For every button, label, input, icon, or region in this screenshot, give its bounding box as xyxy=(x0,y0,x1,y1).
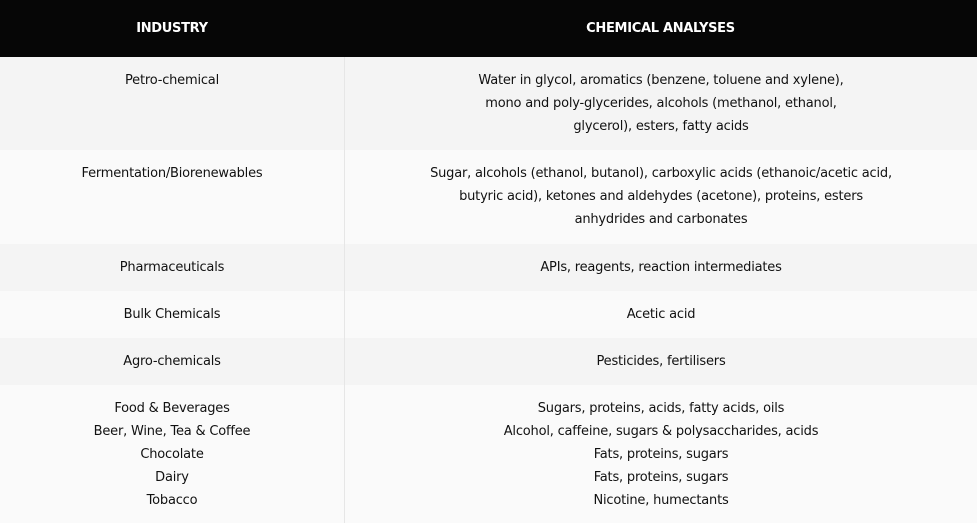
analyses-line: Fats, proteins, sugars xyxy=(593,470,729,485)
industry-cell xyxy=(0,338,344,385)
analyses-line: Acetic acid xyxy=(626,307,696,322)
industry-cell xyxy=(0,385,344,523)
analyses-line: butyric acid), ketones and aldehydes (acetone), proteins, esters xyxy=(459,189,863,204)
analyses-line: anhydrides and carbonates xyxy=(574,212,748,227)
industry-line: Dairy xyxy=(155,470,189,485)
analyses-line: Sugar, alcohols (ethanol, butanol), carboxylic acids (ethanoic/acetic acid, xyxy=(430,166,892,181)
analyses-cell xyxy=(344,291,977,338)
analyses-cell xyxy=(344,338,977,385)
analyses-line: mono and poly-glycerides, alcohols (methanol, ethanol, xyxy=(485,96,837,111)
analyses-line: Sugars, proteins, acids, fatty acids, oils xyxy=(537,401,785,416)
industry-line: Bulk Chemicals xyxy=(123,307,221,322)
table-row xyxy=(0,57,977,150)
industry-cell xyxy=(0,150,344,244)
industry-cell xyxy=(0,244,344,291)
analyses-line: glycerol), esters, fatty acids xyxy=(573,119,749,134)
industry-cell xyxy=(0,57,344,150)
header-industry: INDUSTRY xyxy=(136,21,208,36)
analyses-line: Nicotine, humectants xyxy=(593,493,729,508)
analyses-line: Alcohol, caffeine, sugars & polysaccharides, acids xyxy=(503,424,819,439)
industry-cell xyxy=(0,291,344,338)
table-row xyxy=(0,291,977,338)
analyses-cell xyxy=(344,244,977,291)
industry-line: Food & Beverages xyxy=(114,401,230,416)
analyses-cell xyxy=(344,57,977,150)
industry-line: Agro-chemicals xyxy=(123,354,221,369)
table-row xyxy=(0,338,977,385)
analyses-line: Pesticides, fertilisers xyxy=(596,354,726,369)
table-header xyxy=(0,0,977,57)
table-row xyxy=(0,244,977,291)
analyses-line: Water in glycol, aromatics (benzene, toluene and xylene), xyxy=(478,73,844,88)
industry-line: Fermentation/Biorenewables xyxy=(81,166,263,181)
industry-line: Beer, Wine, Tea & Coffee xyxy=(93,424,251,439)
header-chemical-analyses: CHEMICAL ANALYSES xyxy=(586,21,735,36)
table-row xyxy=(0,150,977,244)
industry-line: Tobacco xyxy=(146,493,198,508)
table-row xyxy=(0,385,977,523)
industry-line: Pharmaceuticals xyxy=(119,260,225,275)
analyses-cell xyxy=(344,150,977,244)
analyses-line: Fats, proteins, sugars xyxy=(593,447,729,462)
analyses-line: APIs, reagents, reaction intermediates xyxy=(540,260,782,275)
analyses-cell xyxy=(344,385,977,523)
industry-line: Petro-chemical xyxy=(124,73,219,88)
industry-line: Chocolate xyxy=(140,447,204,462)
